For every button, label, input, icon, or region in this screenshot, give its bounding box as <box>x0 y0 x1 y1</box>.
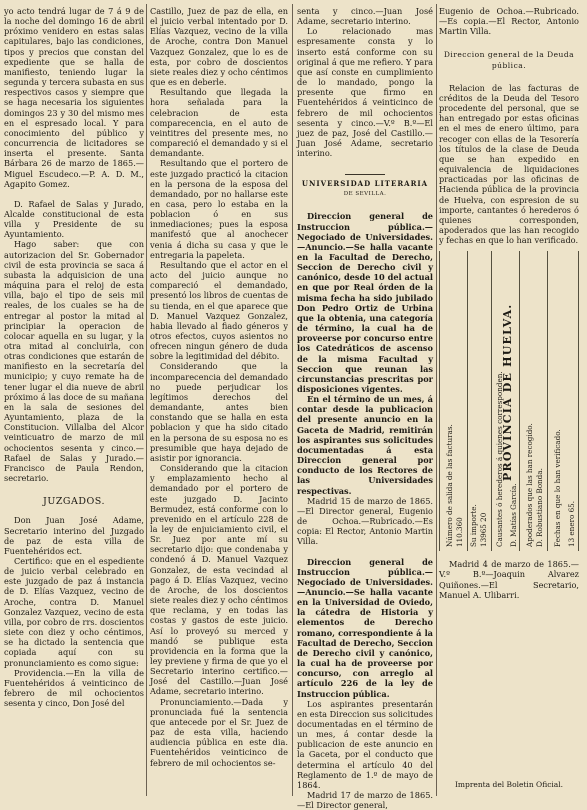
certification-text: Certifico: que en el espediente de juicio verbal celebrado en este juzgado de paz á instancia de D. Elías Vazquez, vecino de Aroche, contra D. Manuel Gonzalez Vazquez, vecino de esta villa, por cobro de rrs. doscientos siete con diez y ocho céntimos, se ha dictado la sentencia que copiada aquí con su pronunciamiento es como sigue: <box>4 555 144 668</box>
signature-line: senta y cinco.—Juan José Adame, secretario interino. <box>297 6 433 27</box>
vacancy-notice-1: Direccion general de Instruccion pública.—Negociado de Universidades.—Anuncio.—Se halla vacante en la Facultad de Derecho, Seccion de Derecho civil y canónico, desde 10 del actual en que por Real órden de la misma fecha ha sido jubilado Don Pedro Ortiz de Urbina que la obtenia, una categoría de término, la cual ha de proveerse por concurso entre los Catedráticos de ascenso de la misma Facultad y Seccion que reunan las circunstancias prescritas por disposiciones vigentes. <box>297 211 433 394</box>
considerando-1: Considerando que la incomparecencia del demandado no puede perjudicar los legítimos derechos del demandante, antes bien constando que se halla en esta poblacion y que ha sido citado en la persona de su esposa no es presumible que haya dejado de asistir por ignorancia. <box>150 361 288 463</box>
signature-ochoa: Eugenio de Ochoa.—Rubricado.—Es copia.—El Rector, Antonio Martin Villa. <box>439 6 579 37</box>
cell-fechas: 13 enero 65. <box>567 501 576 548</box>
column-divider <box>146 4 147 796</box>
column-4 <box>439 6 579 798</box>
province-title: PROVINCIA DE HUELVA. <box>501 303 514 482</box>
table-border <box>519 251 520 551</box>
pronunciamiento: Pronunciamiento.—Dada y pronunciada fué la sentencia que antecede por el Sr. Juez de paz de esta villa, haciendo audiencia pública en este dia. Fuentehéridos veinticinco de febrero de mil ochocientos se- <box>150 696 288 768</box>
header-causantes: Causantes ó herederos á quienes corresponden. <box>495 371 504 548</box>
notice-auction-text: yo acto tendrá lugar de 7 á 9 de la noche del domingo 16 de abril próximo venidero en estas salas capitulares, bajo las condiciones, tipos y precios que constan del expediente que se halla de manifiesto, teniendo lugar la segunda y tercera subasta en sus respectivos casos y siempre que se haga necesaria los siguientes domingos 23 y 30 del mismo mes en el espresado local. Y para conocimiento del público y concurrencia de licitadores se inserta el presente. Santa Bárbara 26 de marzo de 1865.—Miguel Escudeco.—P. A. D. M., Agapito Gomez. <box>4 6 144 189</box>
deuda-signature: Madrid 4 de marzo de 1865.—V.º B.º—Joaquin Alvarez Quiñones.—El Secretario, Manuel A. Ulibarri. <box>439 559 579 600</box>
clock-auction-text: Hago saber: que con autorizacion del Sr. Gobernador civil de esta provincia se saca á subasta la adquisicion de una máquina para el reloj de esta villa, bajo el tipo de seis mil reales, de los cuales se ha de entregar al postor la mitad al principiar la operacion de colocar aquella en su lugar, y la otra mitad al concluirla, con otras condiciones que estarán de manifiesto en la secretaría del municipio; y cuyo remate ha de tener lugar el dia nueve de abril próximo á las doce de su mañana en la sala de sesiones del Ayuntamiento, plaza de la Constitucion. Villalba del Alcor veinticuatro de marzo de mil ochocientos sesenta y cinco.—Rafael de Salas y Jurado.—Francisco de Paula Rendon, secretario. <box>4 239 144 484</box>
cell-numero: 110.360 <box>455 517 464 548</box>
cell-apoderados: D. Robustiano Bonda. <box>535 468 544 548</box>
cell-importe: 13965 20 <box>479 512 488 548</box>
vacancy-date-1: Madrid 15 de marzo de 1865.—El Director general, Eugenio de Ochoa.—Rubricado.—Es copia: El Rector, Antonio Martin Villa. <box>297 495 433 547</box>
table-border <box>547 251 548 551</box>
column-3 <box>297 6 433 810</box>
vacancy-notice-2: Direccion general de Instruccion pública.—Negociado de Universidades.—Anuncio.—Se halla vacante en la Universidad de Oviedo, la cátedra de Historia y elementos de Derecho romano, correspondiente á la Facultad de Derecho, Seccion de Derecho civil y canónico, la cual ha de proveerse por concurso, con arreglo al artículo 226 de la ley de Instruccion pública. <box>297 556 433 699</box>
resultando-3: Resultando que el actor en el acto del juicio aunque no compareció el demandado, presentó los libros de cuentas de su tienda, en el que aparece que D. Manuel Vazquez Gonzalez, habia llevado al fiado géneros y otros efectos, cuyos asientos no ofrecen ningun género de duda sobre la legitimidad del débito. <box>150 259 288 362</box>
column-divider <box>292 4 293 796</box>
table-border <box>467 251 468 551</box>
resultando-1: Resultando que llegada la hora señalada para la celebracion de esta comparecencia, en el auto de veintitres del presente mes, no compareció el demandado y si el demandante. <box>150 87 288 159</box>
relacion-text: Relacion de las facturas de créditos de la Deuda del Tesoro procedente del personal, que se han entregado por estas oficinas en el mes de enero último, para recoger con ellas de la Tesorería los títulos de la clase de Deuda que se han expedido en equivalencia de liquidaciones practicadas por las oficinas de Hacienda pública de la provincia de Huelva, con espresion de su importe, cantantes ó herederos ó quienes corresponden, apoderados que las han recogido y fechas en que lo han verificado. <box>439 82 579 246</box>
column-2 <box>150 6 288 798</box>
vacancy-term-1: En el término de un mes, á contar desde la publicacion del presente anuncio en la Gaceta de Madrid, remitirán los aspirantes sus solicitudes documentadas á esta Direccion general por conducto de los Rectores de las Universidades respectivas. <box>297 394 433 496</box>
header-fechas: Fechas en que lo han verificado. <box>553 429 562 548</box>
considerando-2: Considerando que la citacion y emplazamiento hecho al demandado por el portero de este juzgado D. Jacinto Bermudez, está conforme con lo prevenido en el artículo 228 de la ley de enjuiciamiento civil, el Sr. Juez por ante mí su secretario dijo: que condenaba y condenó á D. Manuel Vazquez Gonzalez, de esta vecindad al pago á D. Elías Vazquez, vecino de Aroche, de los doscientos siete reales diez y ocho céntimos que reclama, y en todas las costas y gastos de este juicio. Así lo proveyó su merced y mandó se publique esta providencia en la forma que la ley previene y firma de que yo el Secretario interino certifico.—José del Castillo.—Juan José Adame, secretario interino. <box>150 463 288 697</box>
table-border <box>491 251 492 551</box>
header-apoderados: Apoderados que las han recogido. <box>525 423 534 548</box>
judgment-intro: Castillo, Juez de paz de ella, en el juicio verbal intentado por D. Elías Vazquez, vecino de la villa de Aroche, contra Don Manuel Vazquez Gonzalez, que lo es de esta, por cobro de doscientos siete reales diez y ocho céntimos que es en deberle. <box>150 6 288 88</box>
separator-rule <box>345 174 385 175</box>
header-importe: Su importe. <box>469 504 478 548</box>
printer-footer: Imprenta del Boletin Oficial. <box>454 779 564 789</box>
vacancy-term-2: Los aspirantes presentarán en esta Direccion sus solicitudes documentadas en el término de un mes, á contar desde la publicacion de este anuncio en la Gaceta, por el conducto que determina el artículo 40 del Reglamento de 1.º de mayo de 1864. <box>297 698 433 790</box>
mayor-title: D. Rafael de Salas y Jurado, Alcalde constitucional de esta villa y Presidente de su Ayuntamiento. <box>4 198 144 240</box>
resultando-2: Resultando que el portero de este juzgado practicó la citacion en la persona de la esposa del demandado, por no hallarse este en casa, pero lo estaba en la poblacion ó en sus inmediaciones; pues la esposa manifestó que al anochecer venia á dicha su casa y que le entregaria la papeleta. <box>150 158 288 260</box>
header-numero: Número de salida de las facturas. <box>445 424 454 548</box>
deuda-heading: Direccion general de la Deuda pública. <box>443 50 575 70</box>
masthead-universidad <box>297 174 433 199</box>
section-heading-juzgados: JUZGADOS. <box>43 496 105 508</box>
table-border <box>439 251 440 551</box>
providencia-text: Providencia.—En la villa de Fuentehéridos á veinticinco de febrero de mil ochocientos sesenta y cinco, Don José del <box>4 667 144 709</box>
facturas-table <box>439 251 579 551</box>
masthead-title: UNIVERSIDAD LITERARIA <box>301 179 429 189</box>
column-1 <box>4 6 144 798</box>
secretary-intro: Don Juan José Adame, Secretario interino del Juzgado de paz de esta villa de Fuentehéridos ect. <box>4 515 144 556</box>
table-border <box>578 251 579 551</box>
vacancy-date-2: Madrid 17 de marzo de 1865.—El Director general, <box>297 790 433 810</box>
cell-causantes: D. Matías García. <box>509 483 518 548</box>
column-divider <box>436 4 437 796</box>
masthead-subtitle: DE SEVILLA. <box>343 191 387 198</box>
certification-close: Lo relacionado mas espresamente consta y lo inserto está conforme con su original á que me refiero. Y para que así conste en cumplimiento de lo mandado, pongo la presente que firmo en Fuentehéridos á veinticinco de febrero de mil ochocientos sesenta y cinco.—V.º B.º—El juez de paz, José del Castillo.—Juan José Adame, secretario interino. <box>297 26 433 159</box>
